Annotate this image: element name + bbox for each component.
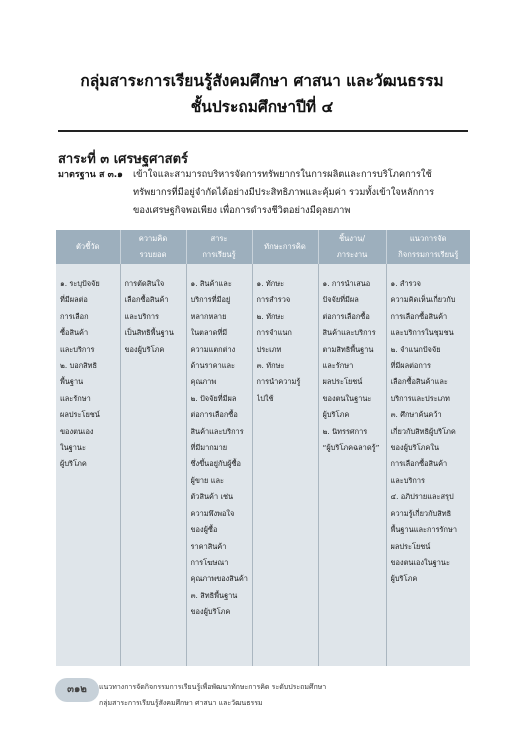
cell-line: ๒. ปัจจัยที่มีผล (190, 393, 237, 403)
cell-line: พื้นฐาน (60, 377, 84, 387)
cell-concept (120, 264, 186, 666)
cell-line: ที่มีผลต่อการ (390, 361, 431, 371)
cell-line: การเลือกซื้อสินค้า (390, 311, 448, 321)
header-concept: ความคิด รวบยอด (120, 230, 186, 264)
cell-line: ในฐานะ (60, 443, 86, 453)
cell-line: การนำความรู้ (256, 377, 301, 387)
cell-line: และบริการ (124, 311, 160, 321)
cell-line: ความรู้เกี่ยวกับสิทธิ (390, 508, 452, 518)
cell-line: หลากหลาย (190, 311, 227, 321)
page-title: กลุ่มสาระการเรียนรู้สังคมศึกษา ศาสนา และวัฒนธรรม (80, 72, 444, 90)
cell-line: การโฆษณา (190, 557, 229, 567)
cell-line: ประเภท (256, 344, 282, 354)
cell-line: ด้านราคาและ (190, 361, 235, 371)
title-divider (58, 130, 468, 132)
cell-line: เลือกซื้อสินค้าและ (390, 377, 448, 387)
header-content: สาระ การเรียนรู้ (186, 230, 252, 264)
cell-line: ๑. การนำเสนอ (322, 279, 371, 288)
page-subtitle: ชั้นประถมศึกษาปีที่ ๔ (190, 98, 334, 116)
cell-line: ของผู้บริโภค (124, 344, 165, 354)
cell-line: ซื้อสินค้า (60, 328, 89, 338)
header-activities: แนวการจัด กิจกรรมการเรียนรู้ (386, 230, 470, 264)
cell-line: และรักษา (60, 393, 91, 403)
cell-line: ที่มีผลต่อ (60, 295, 88, 305)
cell-line: ๒. ทักษะ (256, 311, 285, 321)
cell-line: ความแตกต่าง (190, 344, 236, 354)
cell-line: บริการและประเภท (390, 393, 450, 403)
cell-line: “ผู้บริโภคฉลาดรู้” (322, 443, 380, 453)
cell-line: ที่มีมากมาย (190, 443, 228, 453)
cell-line: ความพึงพอใจ (190, 508, 235, 518)
cell-line: เกี่ยวกับสิทธิผู้บริโภค (390, 426, 456, 436)
cell-line: ผลประโยชน์ (390, 541, 431, 551)
table-row (56, 264, 470, 666)
cell-line: เป็นสิทธิพื้นฐาน (124, 328, 174, 338)
learning-plan-table (56, 230, 470, 666)
footer-line: กลุ่มสาระการเรียนรู้สังคมศึกษา ศาสนา และวัฒนธรรม (99, 699, 263, 707)
cell-line: ของตนเองในฐานะ (390, 557, 450, 567)
cell-line: ผลประโยชน์ (322, 377, 363, 387)
cell-line: ๒. จำแนกปัจจัย (390, 344, 441, 354)
cell-line: ซึ่งขึ้นอยู่กับผู้ซื้อ (190, 459, 241, 469)
cell-line: บริการที่มีอยู่ (190, 295, 231, 305)
cell-content (186, 264, 252, 666)
cell-line: ๓. สิทธิพื้นฐาน (190, 590, 238, 600)
cell-line: ของผู้บริโภค (190, 607, 231, 617)
cell-line: ๓. ศึกษาค้นคว้า (390, 410, 442, 420)
cell-line: ๒. นิทรรศการ (322, 426, 368, 436)
cell-line: สินค้าและบริการ (322, 328, 376, 338)
cell-line: การตัดสินใจ (124, 279, 165, 288)
cell-line: ของผู้ซื้อ (190, 525, 218, 535)
cell-line: ราคาสินค้า (190, 541, 227, 551)
header-indicators: ตัวชี้วัด (56, 230, 120, 264)
cell-line: พื้นฐานและการรักษา (390, 525, 458, 535)
cell-line: ตัวสินค้า เช่น (190, 492, 234, 502)
cell-line: ปัจจัยที่มีผล (322, 295, 359, 305)
cell-line: ของตนในฐานะ (322, 393, 372, 403)
cell-line: ๑. ระบุปัจจัย (60, 279, 100, 288)
cell-activities (386, 264, 470, 666)
cell-line: การจำแนก (256, 328, 292, 338)
section-title: สาระที่ ๓ เศรษฐศาสตร์ (58, 152, 189, 167)
cell-line: ๑. สินค้าและ (190, 279, 232, 288)
standard-text-line: ทรัพยากรที่มีอยู่จำกัดได้อย่างมีประสิทธิภาพและคุ้มค่า รวมทั้งเข้าใจหลักการ (133, 187, 435, 198)
cell-line: ตามสิทธิพื้นฐาน (322, 344, 374, 354)
header-tasks: ชิ้นงาน/ ภาระงาน (318, 230, 386, 264)
cell-line: และบริการ (390, 475, 426, 485)
cell-line: ๔. อภิปรายและสรุป (390, 492, 454, 502)
cell-thinking-skills (252, 264, 318, 666)
cell-line: คุณภาพของสินค้า (190, 574, 248, 584)
cell-line: และบริการ (60, 344, 95, 354)
footer-line: แนวทางการจัดกิจกรรมการเรียนรู้เพื่อพัฒนาทักษะการคิด ระดับประถมศึกษา (99, 683, 327, 691)
cell-line: ผู้บริโภค (60, 459, 87, 469)
cell-indicators (56, 264, 120, 666)
cell-line: การเลือก (60, 311, 89, 321)
header-thinking-skills: ทักษะการคิด (252, 230, 318, 264)
cell-line: ผู้บริโภค (390, 574, 418, 584)
cell-line: ๑. สำรวจ (390, 279, 422, 288)
cell-line: ของตนเอง (60, 426, 94, 436)
cell-line: ต่อการเลือกซื้อ (322, 311, 370, 321)
cell-line: การสำรวจ (256, 295, 291, 305)
page-footer (55, 676, 475, 712)
cell-line: ๑. ทักษะ (256, 279, 285, 288)
cell-line: ต่อการเลือกซื้อ (190, 410, 238, 420)
standard-label: มาตรฐาน ส ๓.๑ (58, 170, 123, 180)
page-number: ๓๑๒ (55, 678, 99, 702)
cell-line: คุณภาพ (190, 377, 217, 387)
cell-line: ผู้บริโภค (322, 410, 350, 420)
cell-line: และรักษา (322, 361, 354, 371)
cell-line: ผู้ขาย และ (190, 475, 224, 485)
cell-line: ผลประโยชน์ (60, 410, 100, 420)
cell-line: การเลือกซื้อสินค้า (390, 459, 448, 469)
cell-line: สินค้าและบริการ (190, 426, 244, 436)
table-header-row (56, 230, 470, 264)
cell-line: เลือกซื้อสินค้า (124, 295, 169, 305)
cell-line: ของผู้บริโภคใน (390, 443, 440, 453)
standard-text-line: เข้าใจและสามารถบริหารจัดการทรัพยากรในการผลิตและการบริโภคการใช้ (133, 169, 432, 180)
cell-line: ๓. ทักษะ (256, 361, 285, 371)
cell-line: ไปใช้ (256, 393, 274, 403)
cell-line: ๒. บอกสิทธิ (60, 361, 98, 371)
cell-line: และบริการในชุมชน (390, 328, 454, 338)
cell-tasks (318, 264, 386, 666)
cell-line: ในตลาดที่มี (190, 328, 228, 338)
cell-line: ความคิดเห็นเกี่ยวกับ (390, 295, 456, 305)
standard-text-line: ของเศรษฐกิจพอเพียง เพื่อการดำรงชีวิตอย่างมีดุลยภาพ (133, 205, 351, 216)
